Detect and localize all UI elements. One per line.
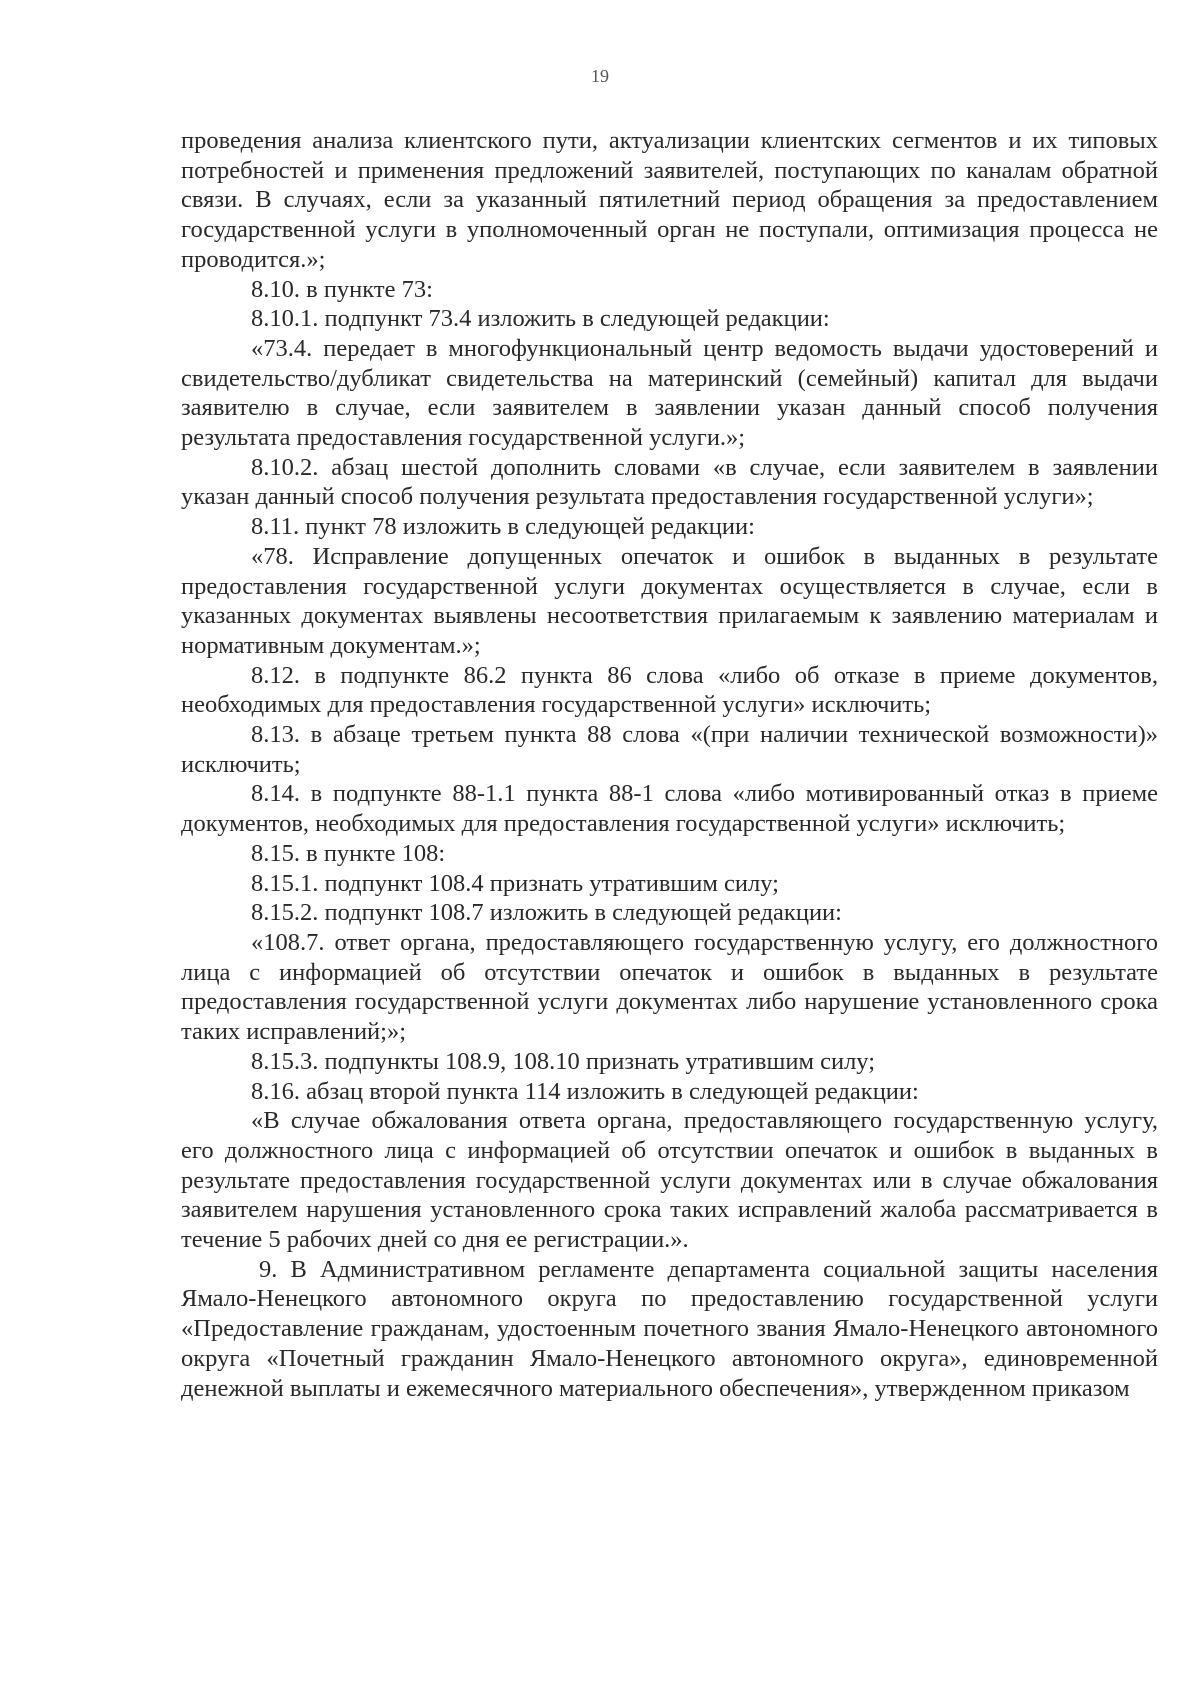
paragraph-8-15-2: 8.15.2. подпункт 108.7 изложить в следующей редакции: xyxy=(251,899,842,927)
paragraph-8-10: 8.10. в пункте 73: xyxy=(251,275,433,303)
paragraph-8-15-1: 8.15.1. подпункт 108.4 признать утратившим силу; xyxy=(251,869,779,897)
paragraph-quote-73-4: «73.4. передает в многофункциональный центр ведомость выдачи удостоверений и свидетельство/дубликат свидетельства на материнский (семейный) капитал для выдачи заявителю в случае, если заявителем в заявлении указан данный способ получения результата предоставления государственной услуги.»; xyxy=(181,334,1158,452)
paragraph-8-11: 8.11. пункт 78 изложить в следующей редакции: xyxy=(251,513,755,541)
paragraph-8-16: 8.16. абзац второй пункта 114 изложить в следующей редакции: xyxy=(251,1077,919,1105)
paragraph-quote-78: «78. Исправление допущенных опечаток и ошибок в выданных в результате предоставления государственной услуги документах осуществляется в случае, если в указанных документах выявлены несоответствия прилагаемым к заявлению материалам и нормативным документам.»; xyxy=(181,542,1158,659)
document-body xyxy=(181,126,1158,1403)
paragraph-quote-114: «В случае обжалования ответа органа, предоставляющего государственную услугу, его должностного лица с информацией об отсутствии опечаток и ошибок в выданных в результате предоставления государственной услуги документах или в случае обжалования заявителем нарушения установленного срока таких исправлений жалоба рассматривается в течение 5 рабочих дней со дня ее регистрации.». xyxy=(181,1107,1158,1254)
page-number: 19 xyxy=(591,66,609,86)
paragraph-8-13: 8.13. в абзаце третьем пункта 88 слова «(при наличии технической возможности)» исключить; xyxy=(181,721,1158,778)
paragraph-8-15-3: 8.15.3. подпункты 108.9, 108.10 признать утратившим силу; xyxy=(251,1047,876,1075)
paragraph-8-12: 8.12. в подпункте 86.2 пункта 86 слова «либо об отказе в приеме документов, необходимых для предоставления государственной услуги» исключить; xyxy=(181,661,1158,719)
paragraph-8-14: 8.14. в подпункте 88-1.1 пункта 88-1 слова «либо мотивированный отказ в приеме документов, необходимых для предоставления государственной услуги» исключить; xyxy=(181,780,1158,838)
paragraph-8-15: 8.15. в пункте 108: xyxy=(251,839,446,867)
paragraph-8-10-1: 8.10.1. подпункт 73.4 изложить в следующей редакции: xyxy=(251,305,830,333)
paragraph-quote-108-7: «108.7. ответ органа, предоставляющего государственную услугу, его должностного лица с информацией об отсутствии опечаток и ошибок в выданных в результате предоставления государственной услуги документах либо нарушение установленного срока таких исправлений;»; xyxy=(181,928,1158,1046)
paragraph-8-10-2: 8.10.2. абзац шестой дополнить словами «в случае, если заявителем в заявлении указан данный способ получения результата предоставления государственной услуги»; xyxy=(181,453,1158,511)
paragraph-9: 9. В Административном регламенте департамента социальной защиты населения Ямало-Ненецкого автономного округа по предоставлению государственной услуги «Предоставление гражданам, удостоенным почетного звания Ямало-Ненецкого автономного округа «Почетный гражданин Ямало-Ненецкого автономного округа», единовременной денежной выплаты и ежемесячного материального обеспечения», утвержденном приказом xyxy=(181,1255,1158,1402)
paragraph-continuation: проведения анализа клиентского пути, актуализации клиентских сегментов и их типовых потребностей и применения предложений заявителей, поступающих по каналам обратной связи. В случаях, если за указанный пятилетний период обращения за предоставлением государственной услуги в уполномоченный орган не поступали, оптимизация процесса не проводится.»; xyxy=(181,127,1158,273)
